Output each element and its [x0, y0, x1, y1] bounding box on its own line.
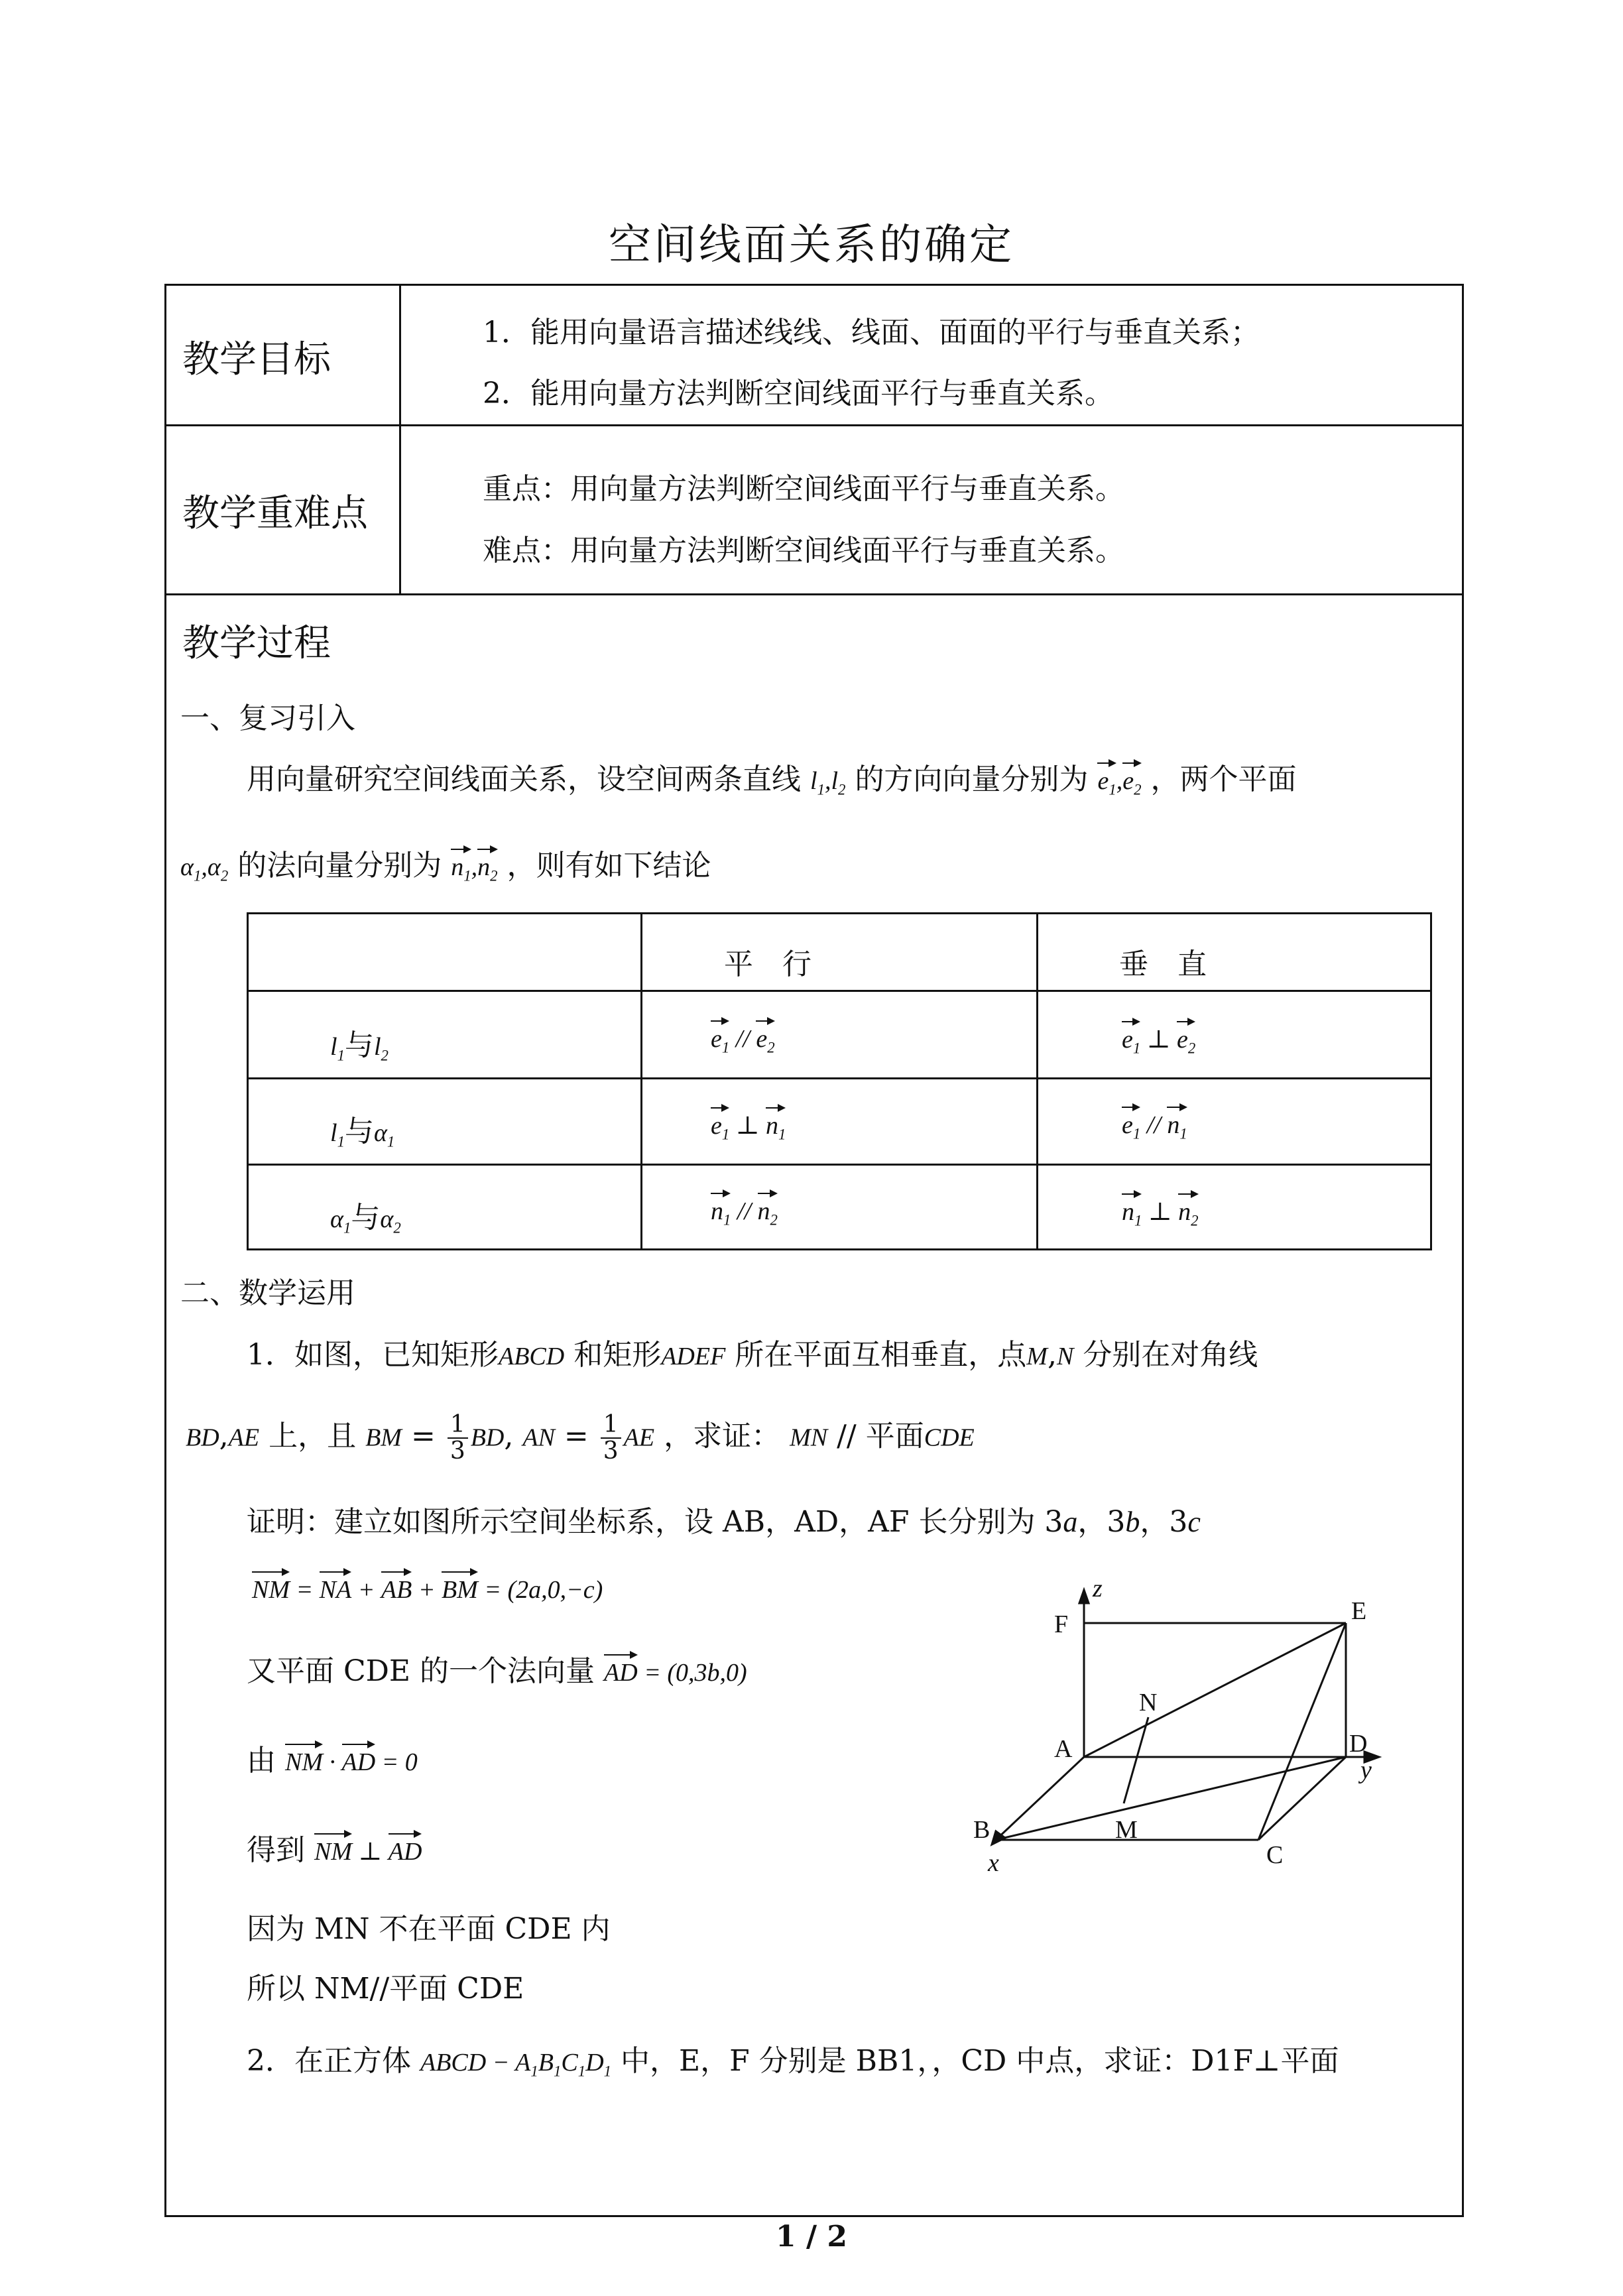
- row-divider-2: [164, 593, 1464, 595]
- focus-text: 重点：用向量方法判断空间线面平行与垂直关系。: [483, 472, 1124, 506]
- relations-row-divider-3: [247, 1164, 1432, 1166]
- relations-table: [247, 912, 1432, 1250]
- row-plane-plane-parallel: $n_1 // n_2$: [711, 1197, 778, 1229]
- label-z: z: [1093, 1578, 1103, 1602]
- lines-symbol: $l_1,l_2$: [810, 767, 846, 798]
- label-D: D: [1349, 1730, 1368, 1758]
- row-line-plane-label: $l_1$与$\alpha_1$: [330, 1115, 395, 1150]
- page-title: 空间线面关系的确定: [609, 221, 1014, 270]
- intro-line-1: 用向量研究空间线面关系，设空间两条直线 $l_1,l_2$ 的方向向量分别为 $e_1,e_2$ ，两个平面: [247, 762, 1297, 798]
- relations-col-divider-1: [640, 912, 642, 1250]
- relations-row-divider-2: [247, 1077, 1432, 1079]
- difficulty-text: 难点：用向量方法判断空间线面平行与垂直关系。: [483, 534, 1124, 568]
- relations-row-divider-1: [247, 990, 1432, 992]
- row-line-plane-perpendicular: $e_1 // n_1$: [1122, 1111, 1187, 1142]
- proof-1-normal: 又平面 CDE 的一个法向量 AD = (0,3b,0): [247, 1654, 747, 1688]
- row-divider-1: [164, 424, 1464, 426]
- problem-1-line-1: 1．如图，已知矩形ABCD 和矩形ADEF 所在平面互相垂直，点M,N 分别在对角线: [247, 1338, 1258, 1372]
- process-label: 教学过程: [182, 622, 331, 665]
- row-line-line-label: $l_1$与$l_2$: [330, 1028, 389, 1064]
- keypoints-label: 教学重难点: [182, 492, 368, 535]
- objective-item-1: 1．能用向量语言描述线线、线面、面面的平行与垂直关系；: [483, 316, 1260, 349]
- row-plane-plane-perpendicular: $n_1$ ⊥ $n_2$: [1122, 1198, 1199, 1229]
- proof-1-therefore: 所以 NM//平面 CDE: [247, 1972, 524, 2006]
- label-column-divider: [399, 284, 401, 595]
- label-M: M: [1115, 1816, 1138, 1844]
- section-application-heading: 二、数学运用: [180, 1276, 355, 1310]
- normal-vectors-symbol: $n_1,n_2$: [451, 853, 498, 884]
- row-line-line-parallel: $e_1 // e_2$: [711, 1025, 775, 1056]
- diagonal-AE: [1084, 1623, 1346, 1757]
- row-line-line-perpendicular: $e_1$ ⊥ $e_2$: [1122, 1026, 1196, 1057]
- problem-2-line-1: 2．在正方体 ABCD − $A_1B_1C_1D_1$ 中，E，F 分别是 BB1，，CD 中点，求证：D1F⊥平面: [247, 2044, 1339, 2080]
- label-x: x: [988, 1849, 999, 1877]
- intro-line-2: $\alpha_1,\alpha_2$ 的法向量分别为 $n_1,n_2$ ，则有如下结论: [180, 849, 711, 884]
- proof-1-setup: 证明：建立如图所示空间坐标系，设 AB，AD，AF 长分别为 3a，3b，3c: [247, 1505, 1201, 1539]
- label-N: N: [1139, 1689, 1158, 1717]
- z-axis-arrow: [1079, 1590, 1089, 1603]
- direction-vectors-symbol: $e_1,e_2$: [1097, 767, 1142, 798]
- proof-1-vector-sum: NM = NA + AB + BM = (2a,0,−c): [252, 1576, 603, 1604]
- problem-1-line-2: BD,AE 上，且 BM = $\frac{1}{3}$ BD, AN = $\frac{1}{3}$ AE ，求证： MN // 平面CDE: [186, 1411, 975, 1465]
- figure-coordinate-diagram: [955, 1578, 1432, 1883]
- edge-CD: [1258, 1757, 1346, 1840]
- label-F: F: [1054, 1610, 1069, 1638]
- proof-1-dot-product: 由 NM · AD = 0: [247, 1744, 418, 1778]
- label-C: C: [1266, 1841, 1284, 1869]
- relations-col-divider-2: [1036, 912, 1038, 1250]
- edge-EC: [1258, 1623, 1346, 1840]
- row-line-plane-parallel: $e_1$ ⊥ $n_1$: [711, 1112, 786, 1143]
- row-plane-plane-label: $\alpha_1$与$\alpha_2$: [330, 1201, 401, 1237]
- label-A: A: [1054, 1735, 1073, 1763]
- planes-symbol: $\alpha_1,\alpha_2$: [180, 853, 229, 884]
- proof-1-because: 因为 MN 不在平面 CDE 内: [247, 1912, 611, 1946]
- label-B: B: [973, 1816, 991, 1844]
- relations-header-perpendicular: 垂 直: [1119, 947, 1207, 981]
- label-E: E: [1351, 1597, 1367, 1625]
- x-axis: [996, 1757, 1084, 1840]
- objective-item-2: 2．能用向量方法判断空间线面平行与垂直关系。: [483, 377, 1114, 410]
- relations-header-parallel: 平 行: [724, 947, 812, 981]
- objectives-label: 教学目标: [182, 338, 331, 381]
- page-number: 1 / 2: [776, 2220, 847, 2254]
- label-y: y: [1360, 1756, 1372, 1784]
- section-review-heading: 一、复习引入: [180, 701, 355, 735]
- diagonal-BD: [996, 1757, 1346, 1840]
- proof-1-perpendicular: 得到 NM ⊥ AD: [247, 1833, 422, 1867]
